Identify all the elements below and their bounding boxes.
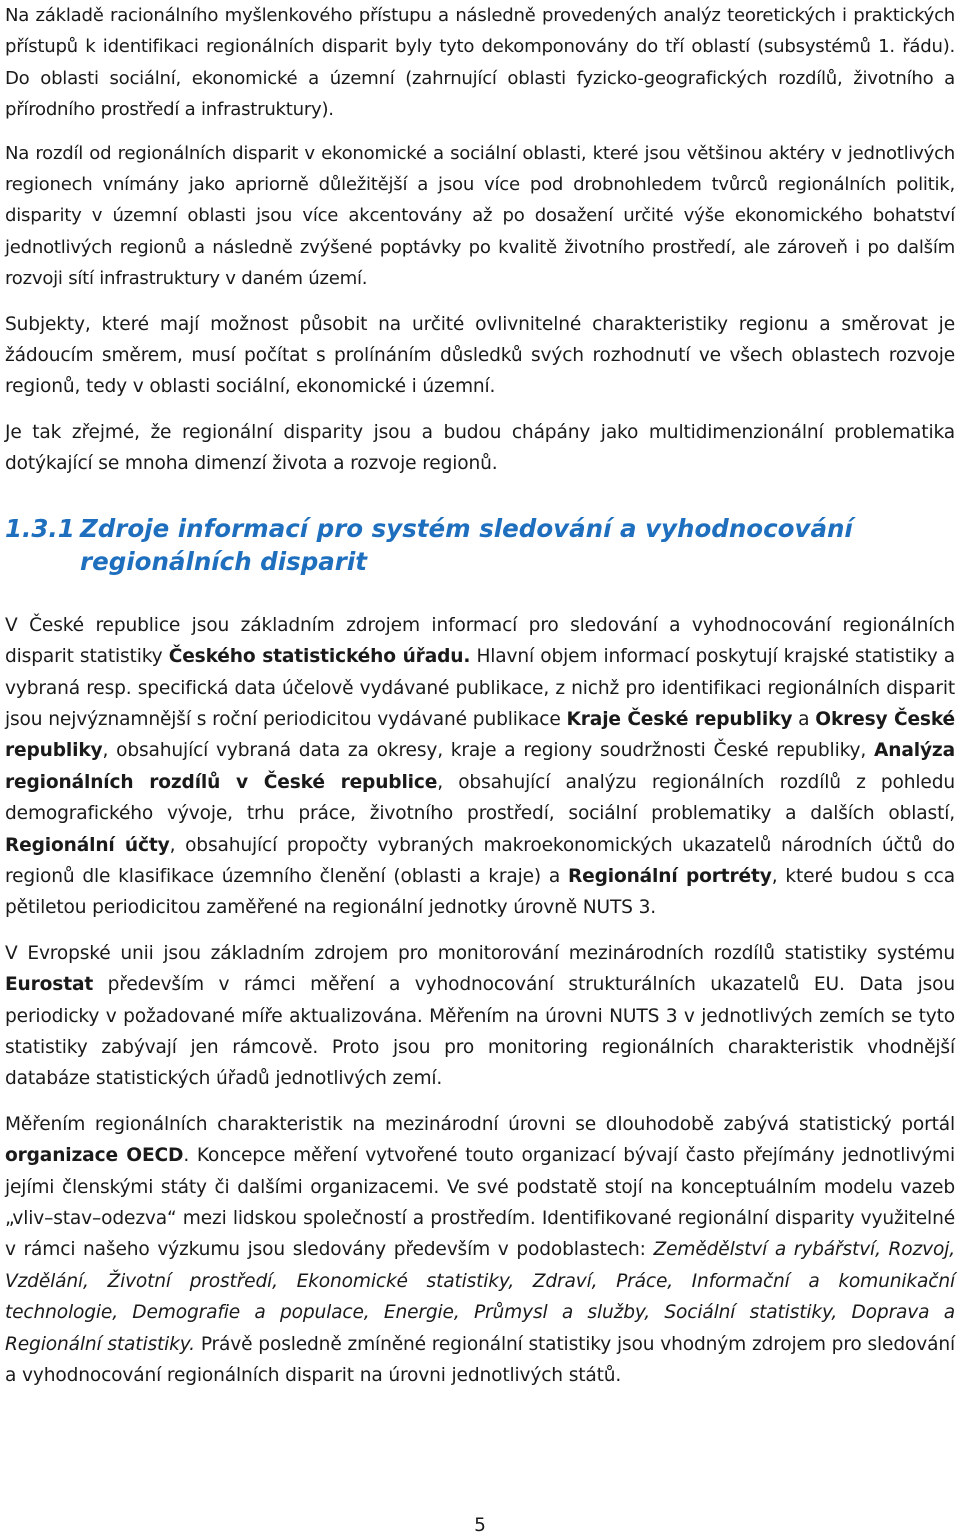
source-eurostat: Eurostat (5, 974, 94, 996)
source-czso: Českého statistického úřadu. (168, 646, 471, 668)
text-run: . Koncepce měření vytvořené touto organizací bývají často přejímány jednotlivými jejími členskými státy či dalšími organizacemi. Ve své podstatě stojí na konceptuálním modelu vazeb „vliv–stav–odezva“ mezi lidskou společností a prostředím. Identifikované regionální disparity využitelné v rámci našeho výzkumu jsou sledovány především v podoblastech: (5, 1145, 955, 1261)
intro-paragraph (5, 0, 955, 126)
text-run: Hlavní objem informací poskytují krajské statistiky a vybraná resp. specifická data účelově vydávané publikace, z nichž pro identifikaci regionálních disparit jsou nejvýznamnější s roční periodicitou vydávané publikace (5, 646, 955, 730)
publication-kraje: Kraje České republiky (566, 708, 793, 730)
subjects-paragraph: Subjekty, které mají možnost působit na určité ovlivnitelné charakteristiky regionu a směrovat je žádoucím směrem, musí počítat s prolínáním důsledků svých rozhodnutí ve všech oblastech rozvoje regionů, tedy v oblasti sociální, ekonomické i územní. (5, 313, 955, 398)
spatial-disparities-paragraph: Na rozdíl od regionálních disparit v ekonomické a sociální oblasti, které jsou většinou aktéry v jednotlivých regionech vnímány jako apriorně důležitější a jsou více pod drobnohledem tvůrců regionálních politik, disparity v územní oblasti jsou více akcentovány až po dosažení určité výše ekonomického bohatství jednotlivých regionů a následně zvýšené poptávky po kvalitě životního prostředí, ale zároveň i po dalším rozvoji sítí infrastruktury v daném území. (5, 142, 955, 290)
document-page (5, 0, 955, 1391)
text-run: především v rámci měření a vyhodnocování strukturálních ukazatelů EU. Data jsou periodicky v požadované míře aktualizována. Měřením na úrovni NUTS 3 v jednotlivých zemích se tyto statistiky zabývají jen rámcově. Proto jsou pro monitoring regionálních charakteristik vhodnější databáze statistických úřadů jednotlivých zemí. (5, 974, 955, 1090)
publication-ucty: Regionální účty (5, 834, 170, 856)
czech-sources-paragraph (5, 610, 955, 924)
text-run: V Evropské unii jsou základním zdrojem pro monitorování mezinárodních rozdílů statistiky systému (5, 942, 955, 964)
text-run: Měřením regionálních charakteristik na mezinárodní úrovni se dlouhodobě zabývá statistický portál (5, 1113, 955, 1135)
text-run: Právě posledně zmíněné regionální statistiky jsou vhodným zdrojem pro sledování a vyhodnocování regionálních disparit na úrovni jednotlivých států. (5, 1333, 955, 1387)
intro-sentence-1: Na základě racionálního myšlenkového přístupu a následně provedených analýz teoretických i praktických přístupů k identifikaci regionálních disparit byly tyto dekomponovány do tří oblastí (subsystémů 1. řádu). (5, 5, 955, 58)
multidimensional-paragraph: Je tak zřejmé, že regionální disparity jsou a budou chápány jako multidimenzionální problematika dotýkající se mnoha dimenzí života a rozvoje regionů. (5, 421, 955, 475)
publication-analyza: Analýza regionálních rozdílů v České republice (5, 740, 955, 793)
text-run: a (792, 708, 816, 730)
publication-portrety: Regionální portréty (567, 865, 772, 887)
text-run: , které budou s cca pětiletou periodicitou zaměřené na regionální jednotky úrovně NUTS 3. (5, 865, 955, 919)
text-run: , obsahující vybraná data za okresy, kraje a regiony soudržnosti České republiky, (102, 740, 874, 762)
publication-okresy: Okresy České republiky (5, 708, 955, 762)
source-oecd: organizace OECD (5, 1145, 184, 1167)
oecd-subdomains-list: Zemědělství a rybářství, Rozvoj, Vzdělání, Životní prostředí, Ekonomické statistiky, Zdraví, Práce, Informační a komunikační technologie, Demografie a populace, Energie, Průmysl a služby, Sociální statistiky, Doprava a Regionální statistiky. (5, 1239, 955, 1355)
eu-sources-paragraph (5, 938, 955, 1095)
section-heading (5, 512, 955, 578)
text-run: , obsahující propočty vybraných makroekonomických ukazatelů národních účtů do regionů dle klasifikace územního členění (oblasti a kraje) a (5, 834, 955, 887)
section-title: Zdroje informací pro systém sledování a vyhodnocování regionálních disparit (80, 513, 853, 576)
intro-sentence-2: Do oblasti sociální, ekonomické a územní (zahrnující oblasti fyzicko-geografických rozdílů, životního a přírodního prostředí a infrastruktury). (5, 67, 955, 121)
page-number: 5 (474, 1515, 486, 1536)
text-run: V České republice jsou základním zdrojem informací pro sledování a vyhodnocování regionálních disparit statistiky (5, 614, 955, 668)
oecd-sources-paragraph (5, 1109, 955, 1392)
section-number: 1.3.1 (5, 513, 75, 543)
text-run: , obsahující analýzu regionálních rozdílů z pohledu demografického vývoje, trhu práce, životního prostředí, sociální problematiky a dalších oblastí, (5, 771, 955, 825)
